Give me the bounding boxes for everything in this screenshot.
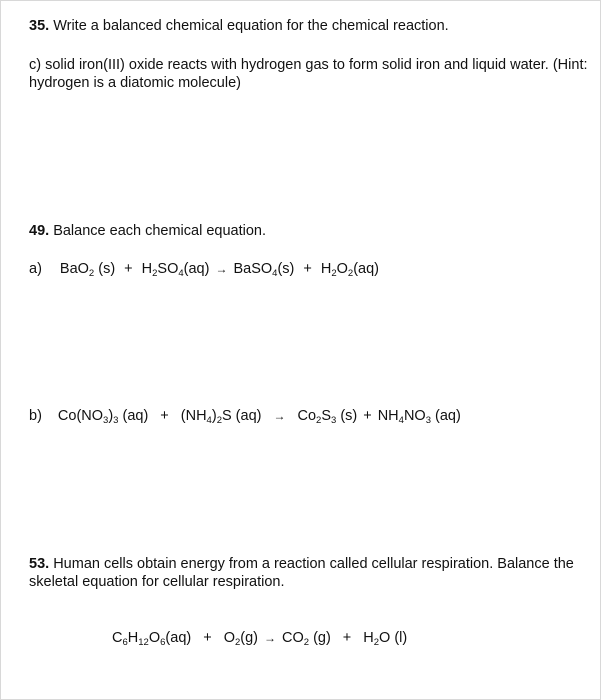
q49a-label: a) bbox=[29, 261, 42, 277]
q49-heading bbox=[29, 223, 266, 240]
q49b-term2: $(NH_4)_2S$ (aq) bbox=[180, 408, 262, 426]
q53-number: 53. bbox=[29, 556, 50, 572]
q49-number: 49. bbox=[29, 223, 50, 239]
q49a-arrow: → bbox=[215, 262, 228, 276]
q35-number: 35. bbox=[29, 18, 50, 34]
q53-equation bbox=[112, 630, 407, 647]
q49b-plus2: + bbox=[363, 408, 372, 424]
q35-part-c-line2: hydrogen is a diatomic molecule) bbox=[29, 75, 241, 91]
q49a-plus2: + bbox=[303, 261, 312, 277]
q49b-term3: $Co_2S_3$ (s) bbox=[297, 408, 358, 426]
q49a-term1: BaO$_2$ (s) bbox=[59, 261, 116, 279]
q49b-term1: $Co(NO_3)_3$ (aq) bbox=[57, 408, 149, 426]
q53-prompt-line1: Human cells obtain energy from a reaction called cellular respiration. Balance the bbox=[49, 556, 574, 572]
q49-prompt: Balance each chemical equation. bbox=[49, 223, 267, 239]
q49b-plus1: + bbox=[160, 408, 169, 424]
q49a-term2: $H_2SO_4(aq)$ bbox=[141, 261, 210, 279]
q49b-term4: $NH_4NO_3$ (aq) bbox=[377, 408, 461, 426]
q49b-label: b) bbox=[29, 408, 42, 424]
q53-term3: $CO_2$ (g) bbox=[282, 630, 331, 648]
q49a-term3: BaSO$_4$(s) bbox=[233, 261, 295, 279]
q53-arrow: → bbox=[264, 631, 276, 645]
q53-term2: $O_2(g)$ bbox=[223, 630, 258, 648]
q49b-equation bbox=[29, 408, 461, 425]
q35-heading bbox=[29, 18, 449, 35]
q35-prompt: Write a balanced chemical equation for the chemical reaction. bbox=[49, 18, 449, 34]
q53-plus1: + bbox=[203, 630, 212, 646]
q53-plus2: + bbox=[342, 630, 352, 646]
q53-prompt-line2: skeletal equation for cellular respiration. bbox=[29, 574, 285, 590]
q35-part-c-line1: c) solid iron(III) oxide reacts with hydrogen gas to form solid iron and liquid water. (Hint: bbox=[29, 57, 588, 73]
q53-heading bbox=[29, 556, 574, 573]
q49a-plus1: + bbox=[124, 261, 133, 277]
q49b-arrow: → bbox=[273, 409, 286, 423]
q49a-term4: $H_2O_2(aq)$ bbox=[320, 261, 379, 279]
q49a-equation bbox=[29, 261, 379, 278]
q53-term1: $C_6H_{12}O_6(aq)$ bbox=[112, 630, 192, 648]
q53-term4: $H_2O$ (l) bbox=[363, 630, 408, 648]
